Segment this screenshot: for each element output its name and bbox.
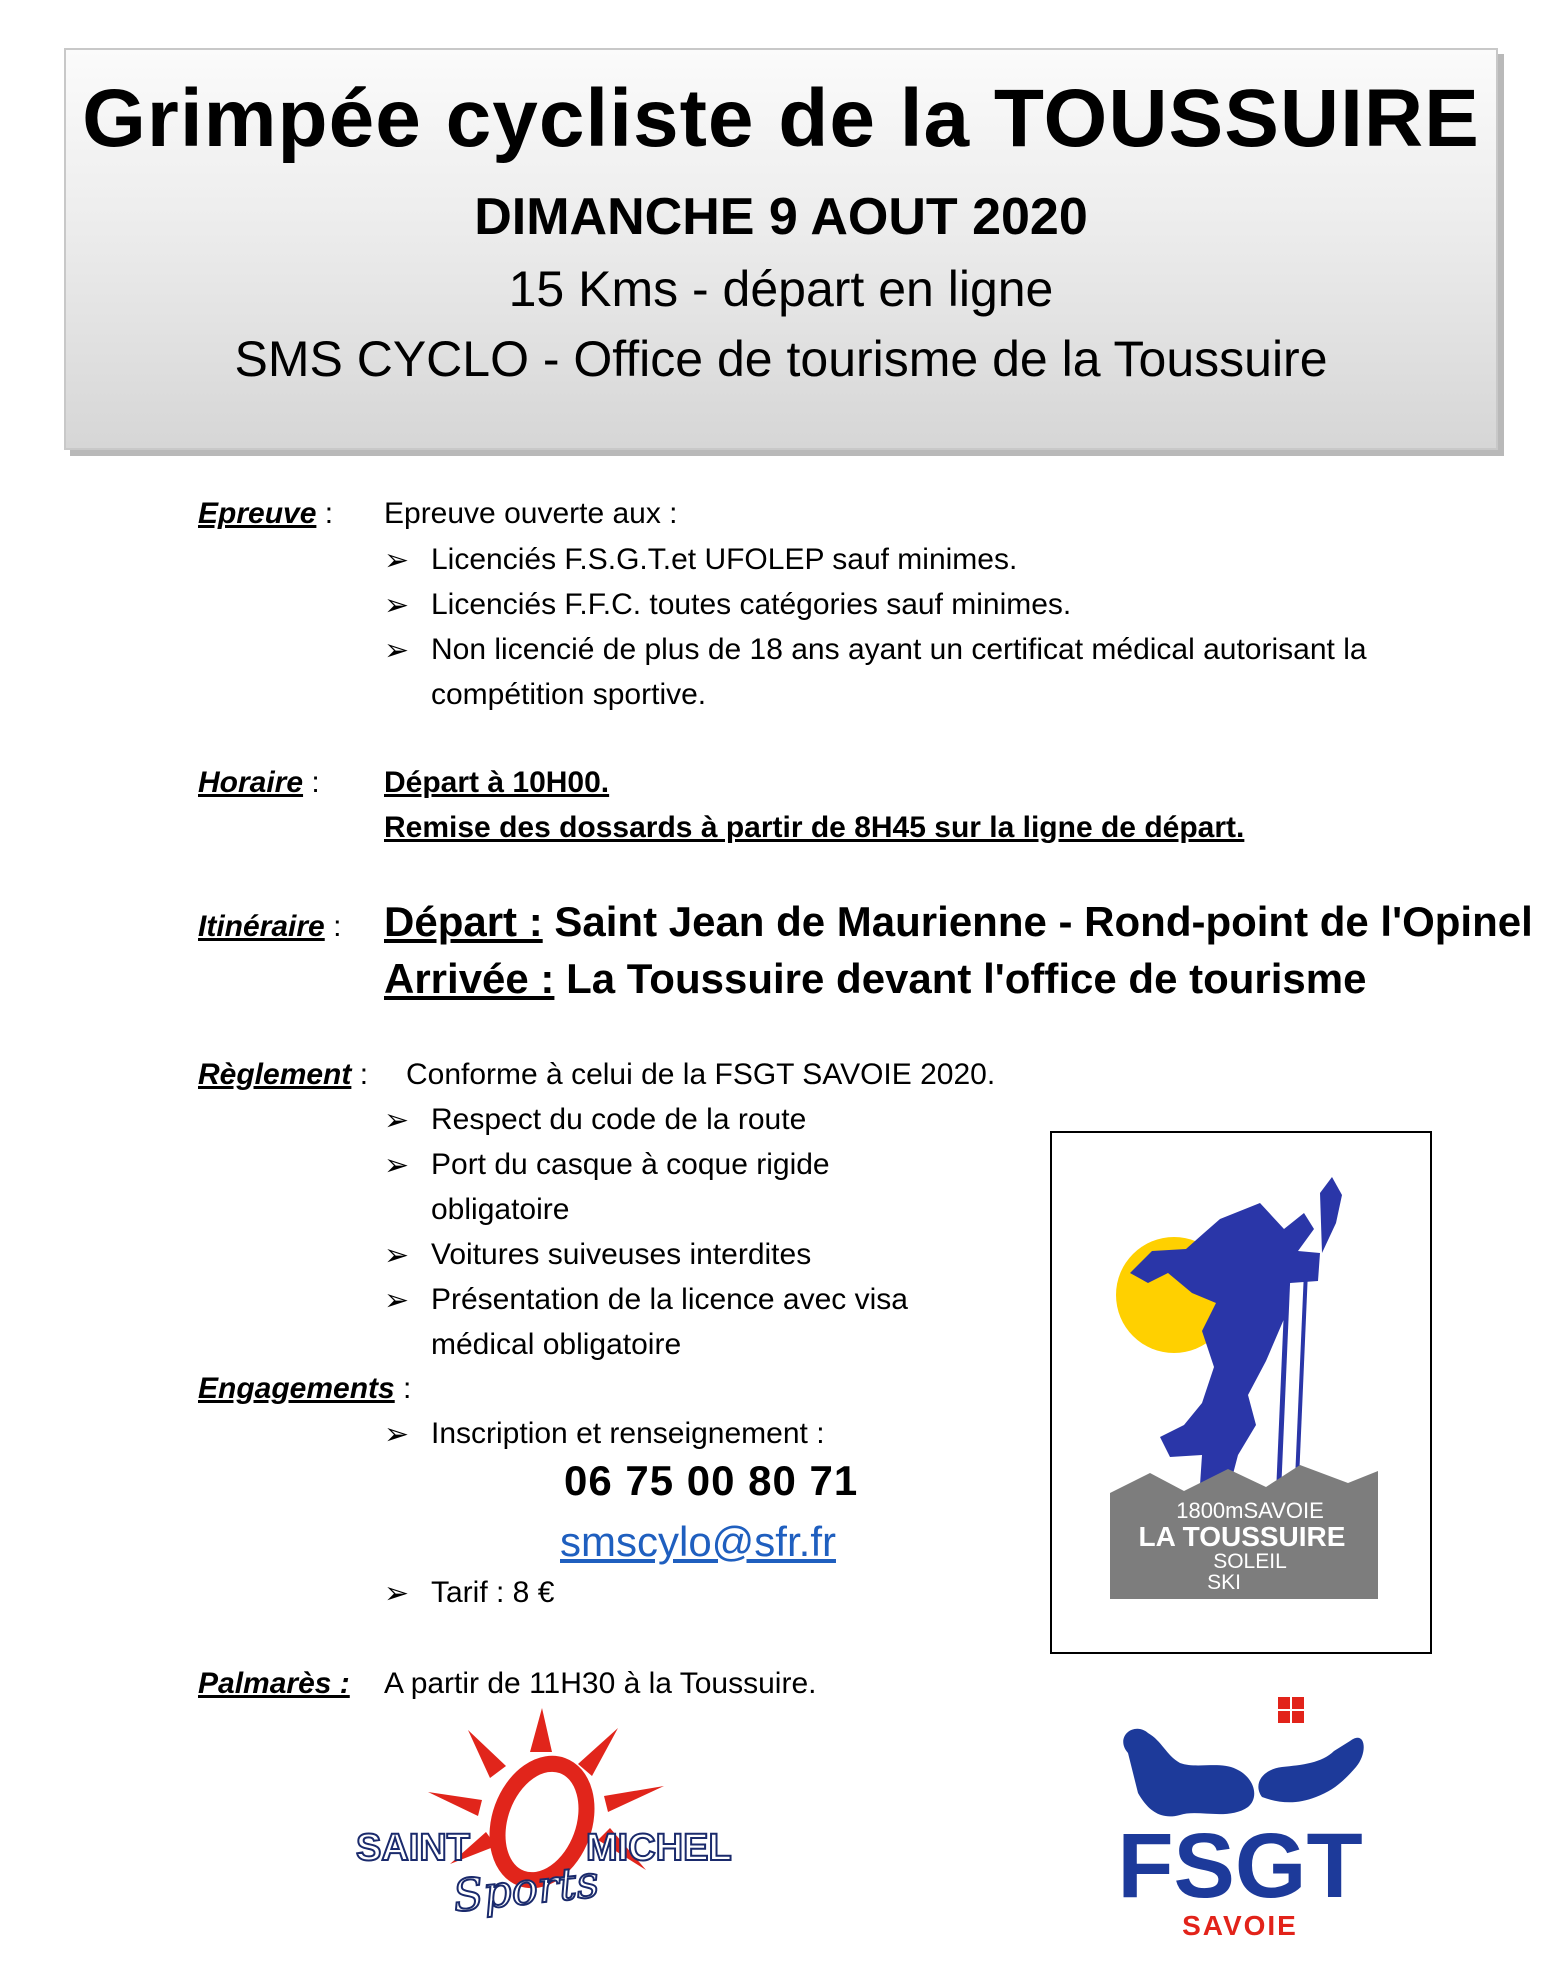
itineraire-arrivee: Arrivée : La Toussuire devant l'office de tourisme xyxy=(384,955,1367,1002)
list-item: Licenciés F.F.C. toutes catégories sauf minimes. xyxy=(431,588,1072,621)
event-organizers: SMS CYCLO - Office de tourisme de la Toussuire xyxy=(234,331,1328,387)
bullet-icon: ➢ xyxy=(384,634,410,667)
tarif: Tarif : 8 € xyxy=(431,1576,555,1609)
list-item: Licenciés F.S.G.T.et UFOLEP sauf minimes. xyxy=(431,543,1018,576)
bullet-icon: ➢ xyxy=(384,1418,410,1451)
ski-icon xyxy=(1320,1177,1342,1253)
list-item: Non licencié de plus de 18 ans ayant un certificat médical autorisant la xyxy=(431,633,1367,666)
phone-number: 06 75 00 80 71 xyxy=(564,1457,859,1504)
horaire-depart: Départ à 10H00. xyxy=(384,766,610,799)
logo-sports: Sports xyxy=(450,1856,602,1923)
itineraire-label: Itinéraire : xyxy=(198,910,342,943)
list-item-continuation: médical obligatoire xyxy=(431,1328,682,1361)
palmares-label: Palmarès : xyxy=(198,1667,350,1700)
reglement-label: Règlement : xyxy=(198,1058,369,1091)
saint-michel-sports-logo xyxy=(346,1700,746,1925)
athlete-left-icon xyxy=(1123,1729,1254,1817)
email-link[interactable]: smscylo@sfr.fr xyxy=(560,1518,836,1565)
savoie-cross-icon xyxy=(1278,1697,1304,1723)
reglement-intro: Conforme à celui de la FSGT SAVOIE 2020. xyxy=(406,1058,996,1091)
fsgt-logo-art xyxy=(1110,1697,1370,1942)
list-item: Voitures suiveuses interdites xyxy=(431,1238,812,1271)
logo-line-1: 1800mSAVOIE xyxy=(1176,1498,1324,1523)
athlete-right-icon xyxy=(1258,1738,1363,1803)
saint-michel-logo-art xyxy=(346,1700,746,1925)
horaire-dossards: Remise des dossards à partir de 8H45 sur la ligne de départ. xyxy=(384,811,1245,844)
list-item: Inscription et renseignement : xyxy=(431,1417,825,1450)
toussuire-logo-art xyxy=(1052,1133,1430,1652)
engagements-label: Engagements : xyxy=(198,1372,412,1405)
logo-line-3: SOLEIL xyxy=(1213,1550,1287,1573)
logo-michel: MICHEL xyxy=(586,1827,732,1869)
logo-saint: SAINT xyxy=(356,1827,470,1869)
bullet-icon: ➢ xyxy=(384,589,410,622)
epreuve-label: Epreuve : xyxy=(198,497,334,530)
fsgt-savoie-logo xyxy=(1110,1697,1370,1942)
list-item-continuation: compétition sportive. xyxy=(431,678,707,711)
logo-line-4: SKI xyxy=(1207,1571,1241,1594)
logo-savoie: SAVOIE xyxy=(1182,1910,1298,1941)
bullet-icon: ➢ xyxy=(384,1577,410,1610)
list-item-continuation: obligatoire xyxy=(431,1193,570,1226)
bullet-icon: ➢ xyxy=(384,544,410,577)
bullet-icon: ➢ xyxy=(384,1104,410,1137)
palmares-text: A partir de 11H30 à la Toussuire. xyxy=(384,1667,817,1700)
title-banner xyxy=(64,48,1498,450)
event-distance: 15 Kms - départ en ligne xyxy=(508,261,1054,317)
bullet-icon: ➢ xyxy=(384,1149,410,1182)
epreuve-intro: Epreuve ouverte aux : xyxy=(384,497,678,530)
event-title: Grimpée cycliste de la TOUSSUIRE xyxy=(82,73,1480,164)
bullet-icon: ➢ xyxy=(384,1284,410,1317)
logo-fsgt: FSGT xyxy=(1117,1815,1363,1917)
event-date: DIMANCHE 9 AOUT 2020 xyxy=(474,188,1088,246)
list-item: Respect du code de la route xyxy=(431,1103,807,1136)
list-item: Port du casque à coque rigide xyxy=(431,1148,830,1181)
horaire-label: Horaire : xyxy=(198,766,320,799)
itineraire-depart: Départ : Saint Jean de Maurienne - Rond-point de l'Opinel xyxy=(384,898,1533,945)
bullet-icon: ➢ xyxy=(384,1239,410,1272)
list-item: Présentation de la licence avec visa xyxy=(431,1283,908,1316)
toussuire-logo xyxy=(1050,1131,1432,1654)
logo-line-2: LA TOUSSUIRE xyxy=(1138,1521,1346,1552)
